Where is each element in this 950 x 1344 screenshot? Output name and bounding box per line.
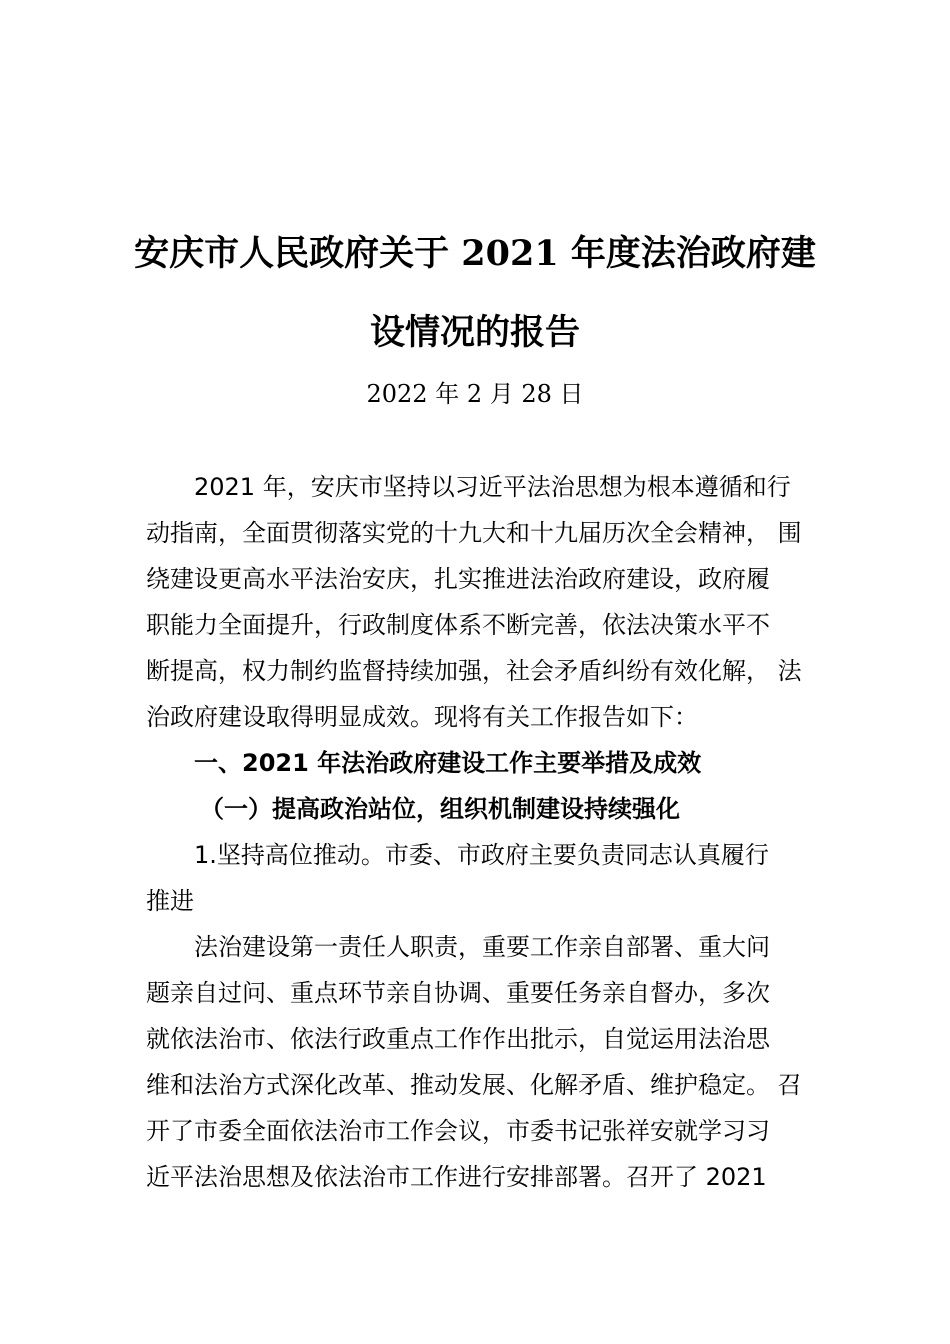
para1-line-2: 动指南，全面贯彻落实党的十九大和十九届历次全会精神， 围 — [146, 519, 802, 547]
document-date: 2022 年 2 月 28 日 — [366, 380, 584, 408]
subsection-heading-1: （一）提高政治站位，组织机制建设持续强化 — [200, 795, 680, 823]
para1-line-1: 2021 年，安庆市坚持以习近平法治思想为根本遵循和行 — [194, 473, 791, 501]
para1-line-5: 断提高，权力制约监督持续加强，社会矛盾纠纷有效化解， 法 — [146, 657, 802, 685]
item1-line-1: 1.坚持高位推动。市委、市政府主要负责同志认真履行 — [194, 841, 769, 869]
para2-line-3: 就依法治市、依法行政重点工作作出批示，自觉运用法治思 — [146, 1025, 770, 1053]
para2-line-2: 题亲自过问、重点环节亲自协调、重要任务亲自督办，多次 — [146, 979, 770, 1007]
para1-line-6: 治政府建设取得明显成效。现将有关工作报告如下： — [146, 703, 698, 731]
item1-line-2: 推进 — [146, 887, 194, 915]
document-title-line-1: 安庆市人民政府关于 2021 年度法治政府建 — [134, 233, 816, 274]
section-heading-1: 一、2021 年法治政府建设工作主要举措及成效 — [194, 749, 702, 777]
para1-line-4: 职能力全面提升，行政制度体系不断完善，依法决策水平不 — [146, 611, 770, 639]
para1-line-3: 绕建设更高水平法治安庆，扎实推进法治政府建设，政府履 — [146, 565, 770, 593]
para2-line-5: 开了市委全面依法治市工作会议，市委书记张祥安就学习习 — [146, 1117, 770, 1145]
para2-line-6: 近平法治思想及依法治市工作进行安排部署。召开了 2021 — [146, 1163, 767, 1191]
document-title-line-2: 设情况的报告 — [369, 312, 580, 353]
para2-line-1: 法治建设第一责任人职责，重要工作亲自部署、重大问 — [194, 933, 770, 961]
para2-line-4: 维和法治方式深化改革、推动发展、化解矛盾、维护稳定。 召 — [146, 1071, 802, 1099]
